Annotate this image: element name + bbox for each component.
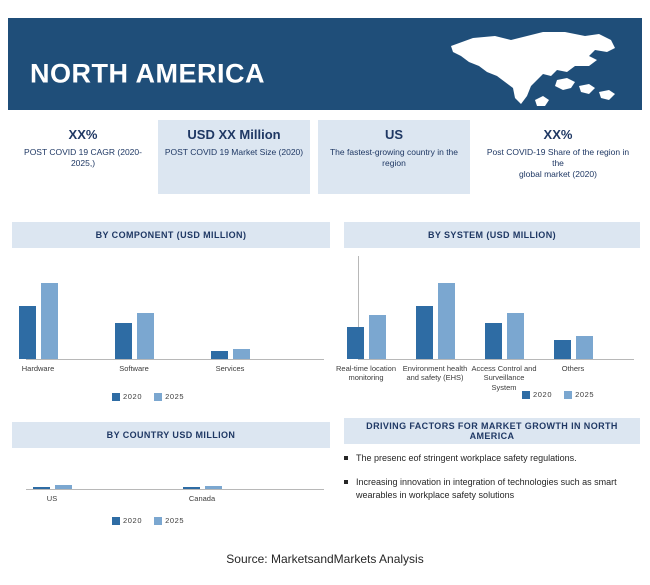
bar-2025 (55, 485, 72, 489)
chart-by-country-legend (112, 516, 192, 525)
category-label: Real-time location monitoring (335, 364, 397, 383)
bar-2020 (416, 306, 433, 359)
chart-by-component-legend (112, 392, 192, 401)
driving-factor-item: The presenc eof stringent workplace safety regulations. (344, 452, 644, 465)
bar-group (111, 313, 157, 359)
bar-2020 (485, 323, 502, 359)
north-america-map-icon (439, 26, 624, 110)
kpi-global-share (478, 120, 638, 194)
kpi-cagr (18, 120, 148, 194)
bar-2025 (41, 283, 58, 359)
driving-factor-item: Increasing innovation in integration of technologies such as smart wearables in workplace safety solutions (344, 476, 644, 502)
chart-by-component-plot (12, 256, 330, 360)
legend-label-2020: 2020 (123, 392, 143, 401)
kpi-market-size (158, 120, 310, 194)
bar-2020 (554, 340, 571, 359)
kpi-fastest-country-line-2: region (382, 158, 406, 169)
bar-2025 (233, 349, 250, 359)
legend-label-2020: 2020 (123, 516, 143, 525)
bar-group (550, 336, 596, 359)
legend-swatch-2025 (154, 517, 162, 525)
kpi-global-share-line-1: Post COVID-19 Share of the region in the (486, 146, 630, 169)
bar-group (481, 313, 527, 359)
category-label: Others (561, 364, 585, 373)
legend-swatch-2020 (112, 393, 120, 401)
section-title-by-country: BY COUNTRY USD MILLION (12, 422, 330, 448)
category-label: Hardware (21, 364, 55, 373)
bar-2025 (205, 486, 222, 489)
kpi-global-share-value: XX% (543, 127, 573, 142)
kpi-cagr-value: XX% (68, 127, 98, 142)
chart-by-country (12, 452, 330, 544)
legend-swatch-2025 (564, 391, 572, 399)
legend-label-2025: 2025 (575, 390, 595, 399)
x-axis (358, 359, 634, 360)
legend-label-2025: 2025 (165, 392, 185, 401)
bar-group (343, 315, 389, 359)
category-label: Access Control and Surveillance System (471, 364, 537, 392)
header-banner (8, 18, 642, 110)
kpi-cagr-line-1: POST COVID 19 CAGR (2020- (24, 146, 142, 157)
bar-2025 (576, 336, 593, 359)
x-axis (26, 489, 324, 490)
chart-by-system-plot (344, 256, 640, 360)
chart-by-system (335, 256, 640, 416)
category-label: US (46, 494, 58, 503)
chart-by-component (12, 256, 330, 416)
bar-2020 (33, 487, 50, 489)
bar-2020 (115, 323, 132, 359)
kpi-global-share-line-2: global market (2020) (519, 169, 597, 180)
legend-label-2020: 2020 (533, 390, 553, 399)
section-title-by-component: BY COMPONENT (USD MILLION) (12, 222, 330, 248)
bar-group (172, 486, 232, 489)
chart-by-system-legend (522, 390, 602, 399)
kpi-fastest-country (318, 120, 470, 194)
legend-swatch-2020 (522, 391, 530, 399)
bar-group (412, 283, 458, 359)
bar-group (207, 349, 253, 359)
bar-2020 (19, 306, 36, 359)
bar-2025 (507, 313, 524, 359)
section-title-by-system: BY SYSTEM (USD MILLION) (344, 222, 640, 248)
kpi-cagr-line-2: 2025,) (70, 158, 96, 169)
legend-swatch-2025 (154, 393, 162, 401)
bar-group (15, 283, 61, 359)
legend-label-2025: 2025 (165, 516, 185, 525)
bar-2020 (347, 327, 364, 359)
category-label: Software (119, 364, 149, 373)
page-title: NORTH AMERICA (30, 58, 265, 89)
kpi-fastest-country-line-1: The fastest-growing country in the (329, 146, 459, 157)
chart-by-country-plot (12, 452, 330, 490)
legend-swatch-2020 (112, 517, 120, 525)
category-label: Canada (188, 494, 216, 503)
bar-group (22, 485, 82, 489)
bar-2025 (369, 315, 386, 359)
kpi-market-size-line-1: POST COVID 19 Market Size (2020) (164, 146, 304, 157)
section-title-driving-factors: DRIVING FACTORS FOR MARKET GROWTH IN NORTH AMERICA (344, 418, 640, 444)
bar-2020 (211, 351, 228, 359)
bar-2025 (137, 313, 154, 359)
kpi-market-size-value: USD XX Million (187, 127, 281, 142)
driving-factors-list (344, 452, 644, 513)
category-label: Services (215, 364, 245, 373)
bar-2020 (183, 487, 200, 489)
x-axis (26, 359, 324, 360)
kpi-fastest-country-value: US (384, 127, 404, 142)
source-note: Source: MarketsandMarkets Analysis (226, 552, 424, 566)
category-label: Environment health and safety (EHS) (402, 364, 468, 383)
bar-2025 (438, 283, 455, 359)
